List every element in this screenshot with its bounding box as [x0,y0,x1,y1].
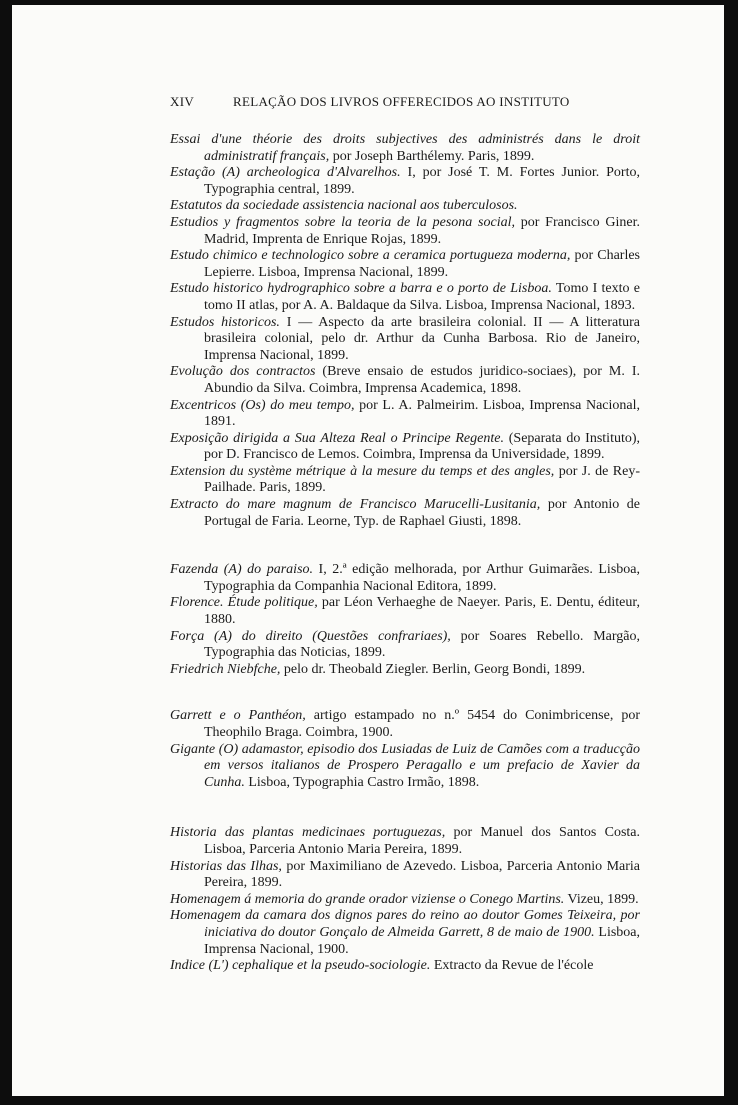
list-item: Estação (A) archeologica d'Alvarelhos. I, por José T. M. Fortes Junior. Porto, Typographia central, 1899. [170,165,640,197]
page-number: XIV [170,94,195,109]
list-item: Essai d'une théorie des droits subjectives des administrés dans le droit administratif français, por Joseph Barthélemy. Paris, 1899. [170,132,640,164]
list-item: Extracto do mare magnum de Francisco Marucelli-Lusitania, por Antonio de Portugal de Faria. Leorne, Typ. de Raphael Giusti, 1898. [170,497,640,529]
list-item: Estudo chimico e technologico sobre a ceramica portugueza moderna, por Charles Lepierre. Lisboa, Imprensa Nacional, 1899. [170,248,640,280]
list-item: Gigante (O) adamastor, episodio dos Lusiadas de Luiz de Camões com a traducção em versos italianos de Prospero Peragallo e um prefacio de Xavier da Cunha. Lisboa, Typographia Castro Irmão, 1898. [170,741,640,790]
section-h-i [170,825,640,974]
list-item: Estudo historico hydrographico sobre a barra e o porto de Lisboa. Tomo I texto e tomo II atlas, por A. A. Baldaque da Silva. Lisboa, Imprensa Nacional, 1893. [170,281,640,313]
running-title: RELAÇÃO DOS LIVROS OFFERECIDOS AO INSTITUTO [233,94,570,109]
list-item: Garrett e o Panthéon, artigo estampado no n.º 5454 do Conimbricense, por Theophilo Braga. Coimbra, 1900. [170,708,640,740]
list-item: Excentricos (Os) do meu tempo, por L. A. Palmeirim. Lisboa, Imprensa Nacional, 1891. [170,397,640,430]
list-item: Indice (L') cephalique et la pseudo-sociologie. Extracto da Revue de l'école [170,958,594,974]
list-item: Extension du système métrique à la mesure du temps et des angles, por J. de Rey-Pailhade. Paris, 1899. [170,463,640,496]
list-item: Historias das Ilhas, por Maximiliano de Azevedo. Lisboa, Parceria Antonio Maria Pereira, 1899. [170,858,640,891]
section-gap [170,530,640,562]
list-item: Historia das plantas medicinaes portuguezas, por Manuel dos Santos Costa. Lisboa, Parceria Antonio Maria Pereira, 1899. [170,825,640,857]
list-item: Exposição dirigida a Sua Alteza Real o Principe Regente. (Separata do Instituto), por D. Francisco de Lemos. Coimbra, Imprensa da Universidade, 1899. [170,430,641,463]
book-list [170,132,640,975]
list-item: Estudios y fragmentos sobre la teoria de la pesona social, por Francisco Giner. Madrid, Imprenta de Enrique Rojas, 1899. [170,214,640,247]
list-item: Homenagem da camara dos dignos pares do reino ao doutor Gomes Teixeira, por iniciativa do doutor Gonçalo de Almeida Garrett, 8 de maio de 1900. Lisboa, Imprensa Nacional, 1900. [170,908,640,957]
list-item: Estudos historicos. I — Aspecto da arte brasileira colonial. II — A litteratura brasileira colonial, pelo dr. Arthur da Cunha Barbosa. Rio de Janeiro, Imprensa Nacional, 1899. [170,314,640,363]
section-e [170,132,640,530]
list-item: Estatutos da sociedade assistencia nacional aos tuberculosos. [170,198,518,214]
list-item: Força (A) do direito (Questões confrariaes), por Soares Rebello. Margão, Typographia das Noticias, 1899. [170,628,640,661]
section-f [170,562,640,678]
list-item: Florence. Étude politique, par Léon Verhaeghe de Naeyer. Paris, E. Dentu, éditeur, 1880. [170,595,640,628]
list-item: Fazenda (A) do paraiso. I, 2.ª edição melhorada, por Arthur Guimarães. Lisboa, Typographia da Companhia Nacional Editora, 1899. [170,562,640,594]
section-gap [170,678,640,708]
list-item: Homenagem á memoria do grande orador viziense o Conego Martins. Vizeu, 1899. [170,891,639,907]
section-g [170,708,640,791]
section-gap [170,791,640,825]
list-item: Evolução dos contractos (Breve ensaio de estudos juridico-sociaes), por M. I. Abundio da Silva. Coimbra, Imprensa Academica, 1898. [170,364,641,396]
list-item: Friedrich Niebfche, pelo dr. Theobald Ziegler. Berlin, Georg Bondi, 1899. [170,661,586,677]
